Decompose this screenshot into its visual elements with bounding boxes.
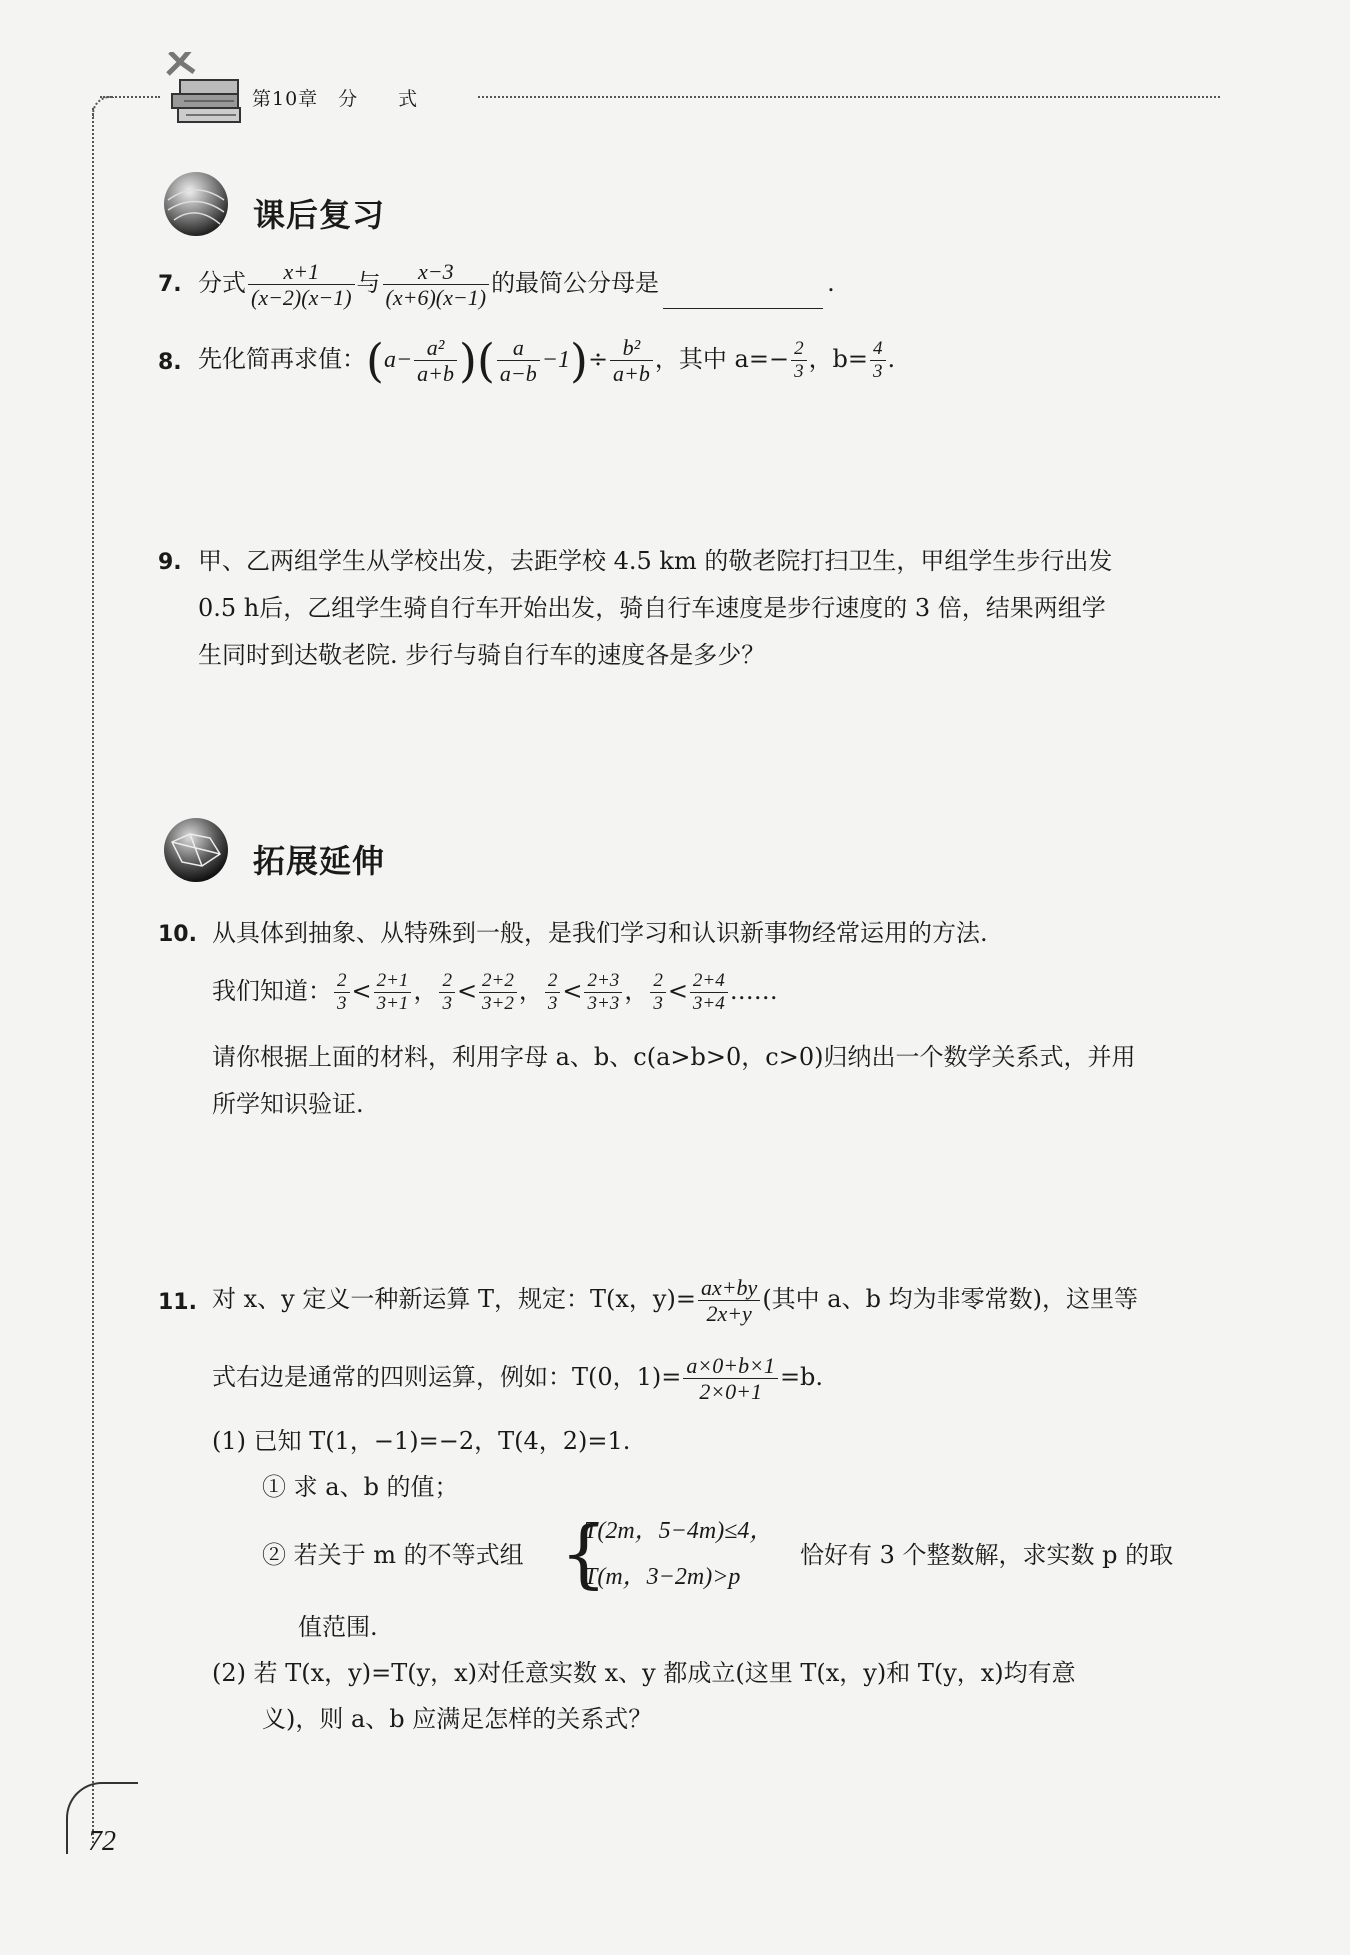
header-chapter: 第10章 分 式 — [252, 88, 419, 110]
inequality-brace: { — [560, 1511, 608, 1597]
q7-text: 分式 $\frac{x+1}{(x-2)(x-1)}$ 与 $\frac{x-3}{(x+6)(x-1)}$ 的最简公分母是 . — [198, 259, 835, 311]
q11-part-1b-line-2: 值范围. — [298, 1613, 378, 1641]
q10-examples: 我们知道： $\frac{2}{3}$ < $\frac{2+1}{3+1}$ ， $\frac{2}{3}$ < $\frac{2+2}{3+2}$ ， $\frac{2}{3}$ < $\frac{2+3}{3+3}$ ， $\frac{2}{3}$ < $\frac{2+4}{3+4}$ …… — [212, 970, 778, 1014]
q11-part-2-line-1: (2) 若 T(x，y)=T(y，x)对任意实数 x、y 都成立(这里 T(x，y)和 T(y，x)均有意 — [212, 1659, 1076, 1687]
q9-line-3: 生同时到达敬老院. 步行与骑自行车的速度各是多少？ — [198, 641, 766, 669]
q10-line-3: 请你根据上面的材料，利用字母 a、b、c(a>b>0，c>0)归纳出一个数学关系式，并用 — [212, 1043, 1136, 1071]
q11-line-1: 对 x、y 定义一种新运算 T，规定：T(x，y)= $\frac{ax+by}{2x+y}$ (其中 a、b 均为非零常数)，这里等 — [212, 1275, 1138, 1327]
q8-a-value: $\frac{2}{3}$ — [791, 339, 807, 382]
q10-line-4: 所学知识验证. — [212, 1090, 364, 1118]
section-title-extension: 拓展延伸 — [253, 842, 386, 880]
q11-system-line-1: T(2m，5−4m)≤4， — [584, 1518, 774, 1544]
section-title-review: 课后复习 — [253, 196, 386, 234]
q7-fraction-2: $\frac{x-3}{(x+6)(x-1)}$ — [383, 260, 490, 309]
q8-number: 8. — [158, 350, 182, 375]
q7-number: 7. — [158, 272, 182, 297]
books-icon — [150, 52, 250, 132]
q8-fraction-3: $\frac{\text{b²}}{a+b}$ — [610, 336, 653, 385]
q11-part-1: (1) 已知 T(1，−1)=−2，T(4，2)=1. — [212, 1427, 631, 1455]
q9-line-1: 甲、乙两组学生从学校出发，去距学校 4.5 km 的敬老院打扫卫生，甲组学生步行出发 — [198, 547, 1113, 575]
q8-text: 先化简再求值：(a− $\frac{\text{a²}}{a+b}$ )( $\frac{a}{a-b}$ −1)÷ $\frac{\text{b²}}{a+b}$ ，其中 a=− $\frac{2}{3}$ ，b= $\frac{4}{3}$ . — [198, 333, 896, 388]
q11-definition-fraction: $\frac{ax+by}{2x+y}$ — [698, 1276, 760, 1325]
q10-line-1: 从具体到抽象、从特殊到一般，是我们学习和认识新事物经常运用的方法. — [212, 919, 988, 947]
q11-part-1a: ① 求 a、b 的值； — [262, 1473, 459, 1501]
section-network-globe-icon — [160, 816, 232, 888]
q9-line-2: 0.5 h后，乙组学生骑自行车开始出发，骑自行车速度是步行速度的 3 倍，结果两组学 — [198, 594, 1106, 622]
q11-part-1b-tail: 恰好有 3 个整数解，求实数 p 的取 — [800, 1541, 1174, 1569]
q11-system-line-2: T(m，3−2m)>p — [584, 1564, 741, 1590]
q7-fraction-1: $\frac{x+1}{(x-2)(x-1)}$ — [248, 260, 355, 309]
q11-number: 11. — [158, 1290, 197, 1315]
q10-number: 10. — [158, 922, 197, 947]
q9-number: 9. — [158, 550, 182, 575]
page-number: 72 — [88, 1826, 116, 1857]
q7-answer-blank[interactable] — [663, 284, 823, 309]
q11-part-1b-lead: ② 若关于 m 的不等式组 — [262, 1541, 524, 1569]
q8-fraction-2: $\frac{a}{a-b}$ — [497, 336, 540, 385]
corner-curve — [92, 96, 114, 118]
section-globe-icon — [160, 170, 232, 242]
q11-line-2: 式右边是通常的四则运算，例如：T(0，1)= $\frac{a\times 0+b\times 1}{2\times 0+1}$ =b. — [212, 1353, 824, 1405]
header-rule-right — [478, 96, 1220, 98]
margin-rule — [92, 108, 94, 1843]
q11-part-2-line-2: 义)，则 a、b 应满足怎样的关系式？ — [262, 1705, 653, 1733]
q11-example-fraction: $\frac{a\times 0+b\times 1}{2\times 0+1}$ — [683, 1354, 778, 1403]
q8-fraction-1: $\frac{\text{a²}}{a+b}$ — [414, 336, 457, 385]
q8-b-value: $\frac{4}{3}$ — [870, 339, 886, 382]
